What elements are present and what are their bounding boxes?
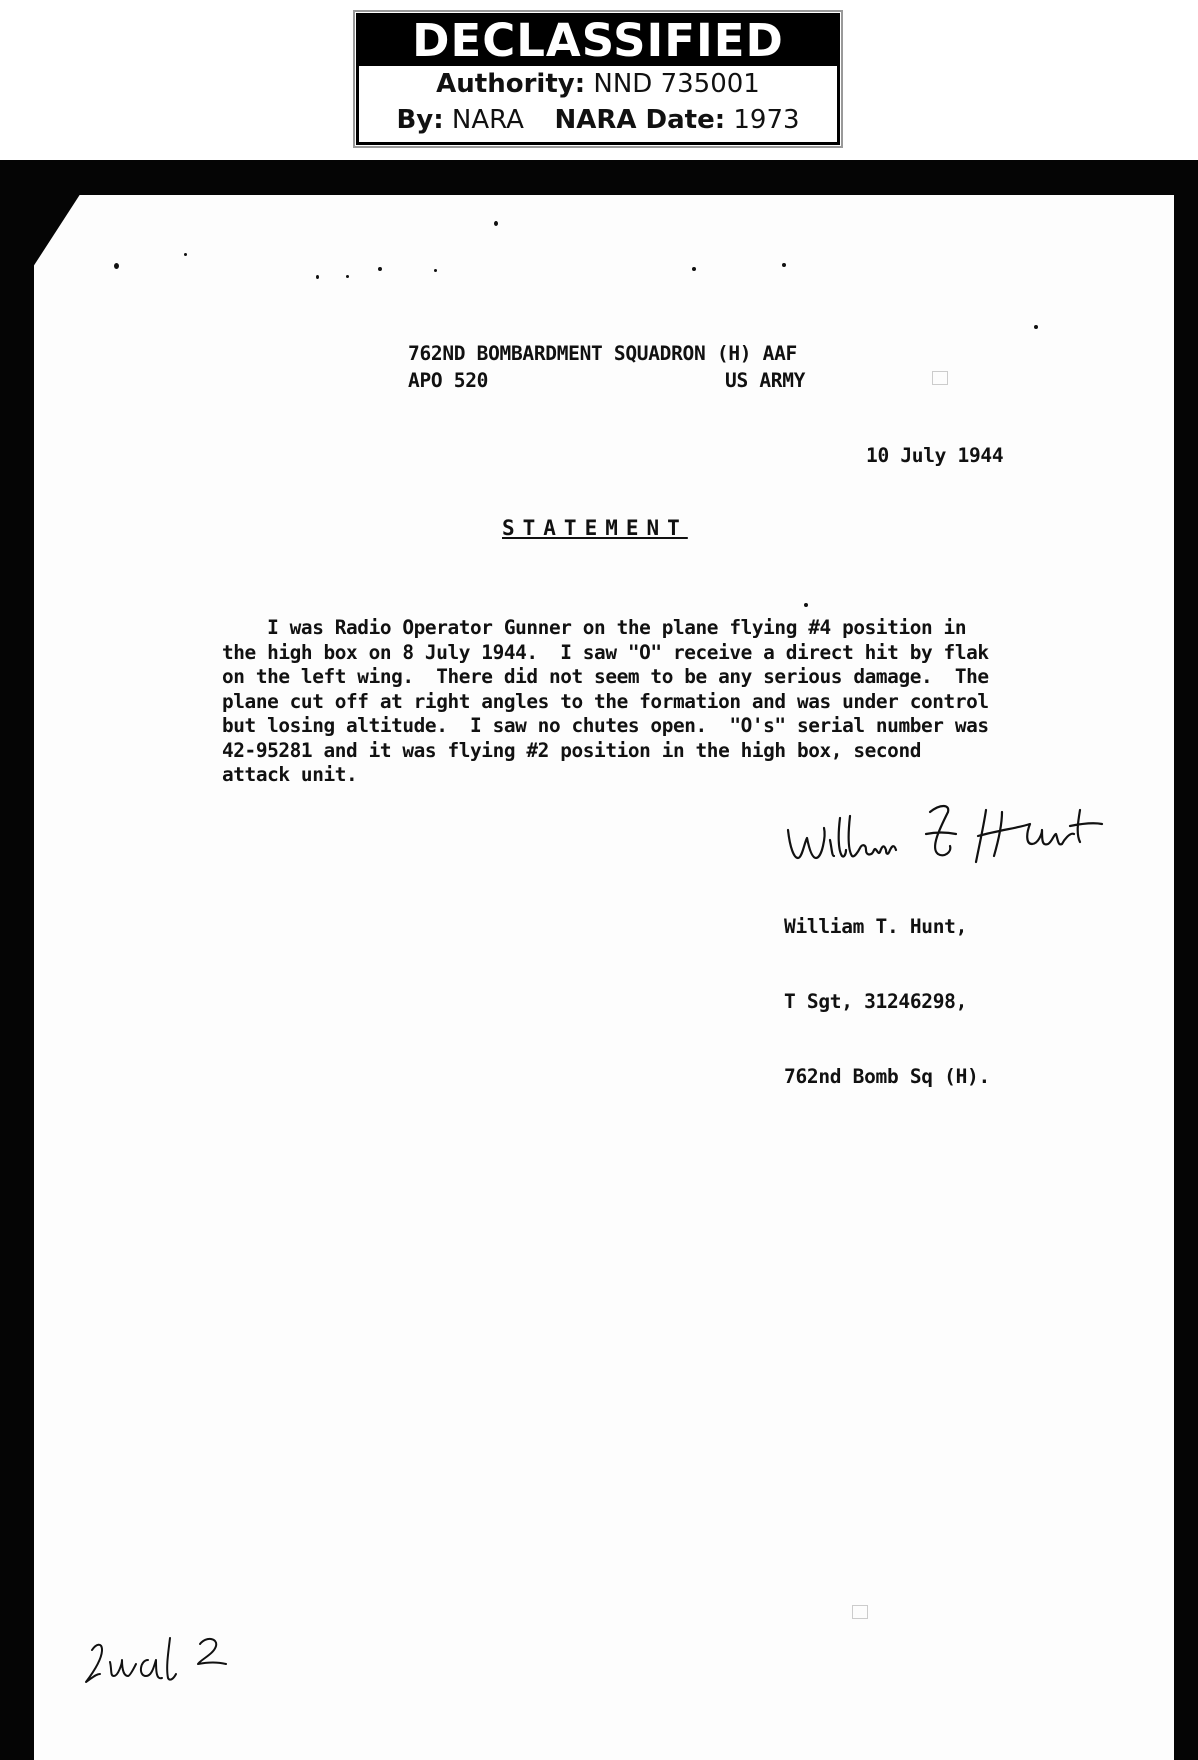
signature-block xyxy=(784,864,990,1114)
stamp-date-value: 1973 xyxy=(733,105,800,135)
stamp-authority-value: NND 735001 xyxy=(593,69,760,99)
stamp-by-value: NARA xyxy=(451,105,524,135)
document-date: 10 July 1944 xyxy=(866,444,1004,467)
stamp-title: DECLASSIFIED xyxy=(359,16,837,66)
stamp-authority-line xyxy=(359,66,837,102)
letterhead-apo: APO 520 xyxy=(408,369,489,392)
signer-rank-serial: T Sgt, 31246298, xyxy=(784,990,968,1013)
stamp-by-label: By: xyxy=(396,105,444,135)
stamp-by-line xyxy=(359,102,837,138)
declassified-stamp xyxy=(356,13,840,145)
body-line: on the left wing. There did not seem to be any serious damage. The xyxy=(222,665,989,688)
body-line: the high box on 8 July 1944. I saw "O" receive a direct hit by flak xyxy=(222,640,989,664)
document-title: STATEMENT xyxy=(502,516,688,540)
signer-name: William T. Hunt, xyxy=(784,915,968,938)
stamp-authority-label: Authority: xyxy=(436,69,586,99)
letterhead-unit: 762ND BOMBARDMENT SQUADRON (H) AAF xyxy=(408,342,797,365)
document-page xyxy=(34,195,1174,1760)
body-line: 42-95281 and it was flying #2 position in the high box, second xyxy=(222,738,921,762)
stamp-date-label: NARA Date: xyxy=(554,105,726,135)
body-line: plane cut off at right angles to the formation and was under control xyxy=(222,689,989,713)
body-line: attack unit. xyxy=(222,763,358,786)
body-line: I was Radio Operator Gunner on the plane flying #4 position in xyxy=(222,616,967,639)
body-line: but losing altitude. I saw no chutes open. "O's" serial number was xyxy=(222,714,989,737)
letterhead-army: US ARMY xyxy=(725,369,806,392)
signer-unit: 762nd Bomb Sq (H). xyxy=(784,1065,990,1088)
handwritten-inclosure-note xyxy=(78,1630,238,1690)
statement-body xyxy=(222,616,1042,788)
